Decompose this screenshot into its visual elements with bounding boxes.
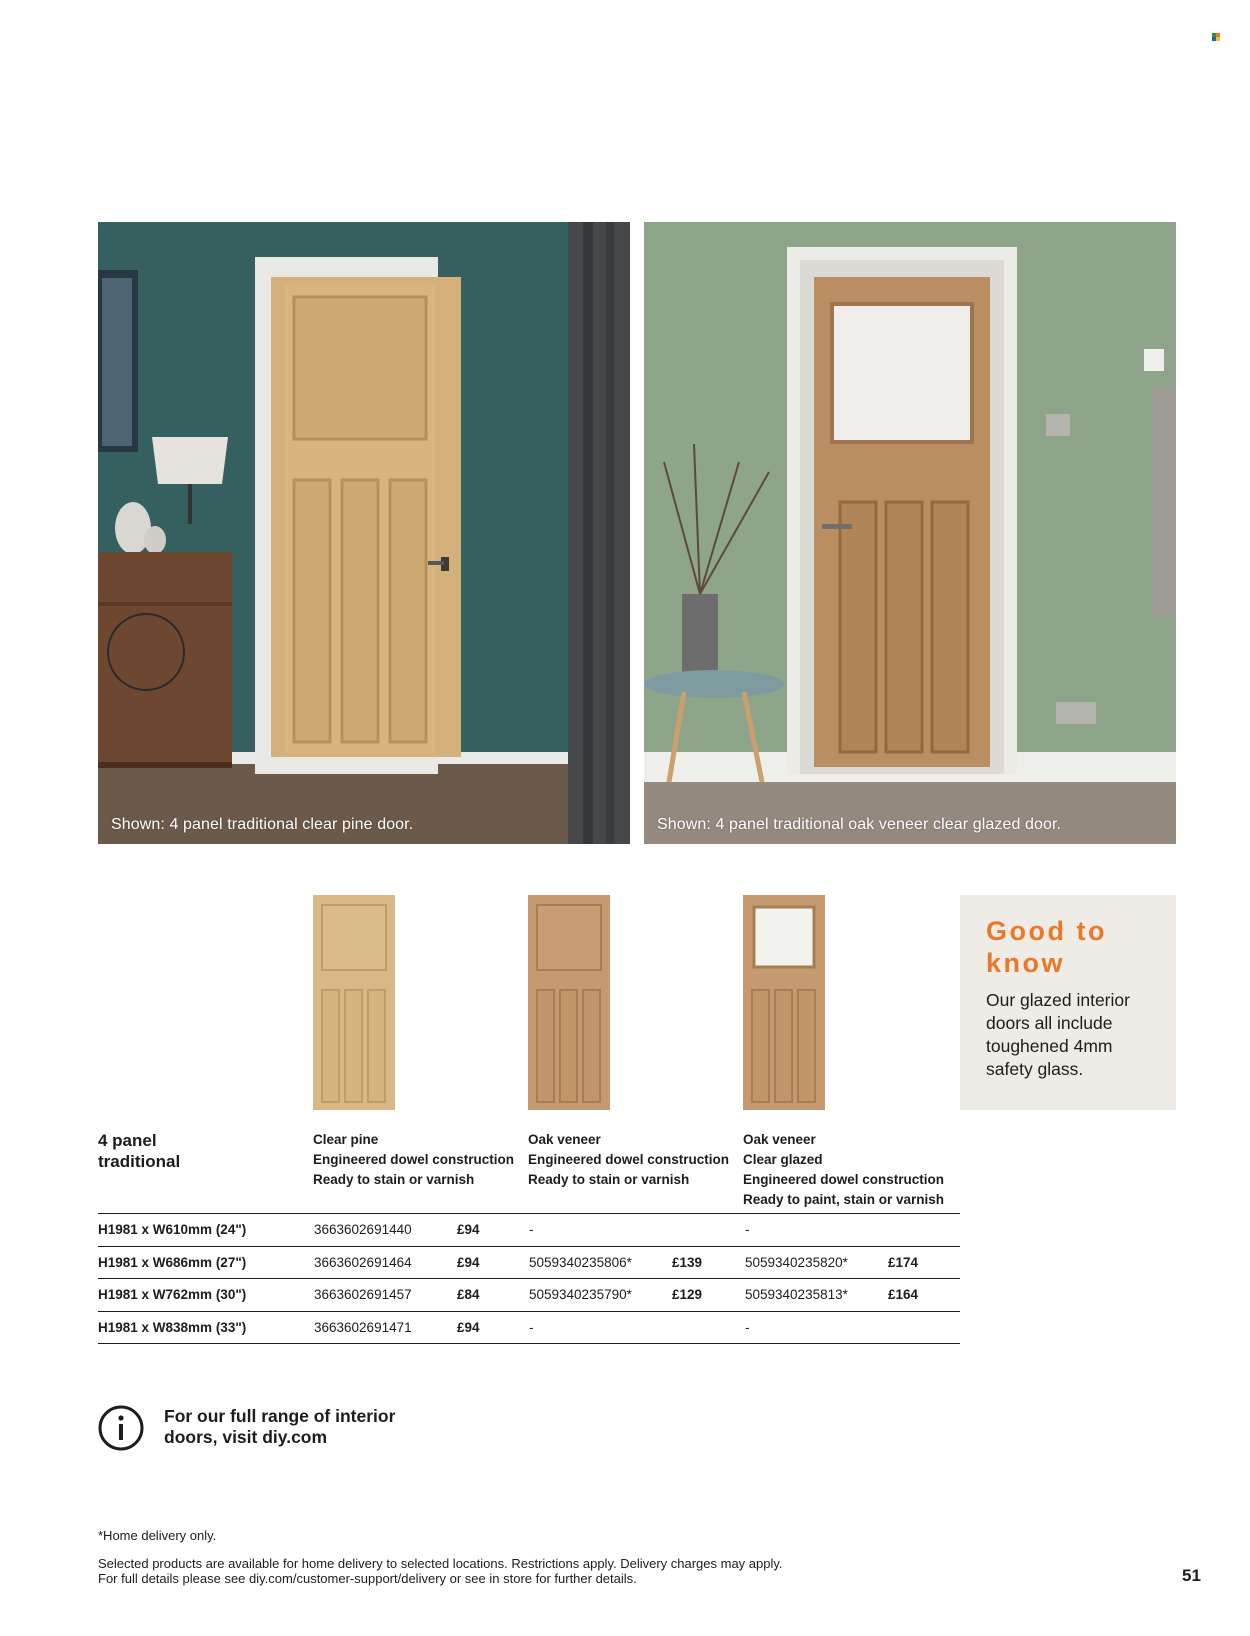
product-code-cell: 5059340235790*	[529, 1287, 632, 1302]
product-code-cell: 5059340235820*	[745, 1254, 848, 1270]
photo-caption: Shown: 4 panel traditional clear pine door.	[111, 816, 414, 833]
oak-glazed-door-room-image	[644, 222, 1176, 844]
range-title: 4 panel traditional	[98, 1131, 181, 1171]
price-table	[98, 1213, 960, 1344]
page-number: 51	[1182, 1566, 1201, 1585]
product-code-cell: -	[529, 1319, 534, 1335]
table-row	[98, 1279, 960, 1312]
price-cell: £129	[672, 1287, 703, 1302]
size-cell: H1981 x W610mm (24")	[98, 1222, 247, 1237]
good-to-know-box	[960, 895, 1176, 1110]
product-code-cell: -	[529, 1222, 534, 1237]
size-cell: H1981 x W686mm (27")	[98, 1254, 247, 1270]
product-code-cell: 3663602691471	[314, 1319, 412, 1335]
product-code-cell: 3663602691457	[314, 1287, 412, 1302]
size-cell: H1981 x W762mm (30")	[98, 1287, 247, 1302]
delivery-note-line2: For full details please see diy.com/customer-support/delivery or see in store for further details.	[98, 1571, 637, 1586]
price-cell: £94	[457, 1319, 480, 1335]
table-row	[98, 1247, 960, 1280]
home-delivery-note: *Home delivery only.	[98, 1528, 217, 1543]
price-cell: £139	[672, 1254, 703, 1270]
full-range-info: For our full range of interior doors, visit diy.com	[164, 1406, 396, 1447]
door-thumbnail-oak-veneer-glazed	[743, 895, 825, 1110]
table-row	[98, 1312, 960, 1345]
photo-pine-door	[98, 222, 630, 844]
photo-oak-glazed-door	[644, 222, 1176, 844]
product-code-cell: -	[745, 1319, 750, 1335]
size-cell: H1981 x W838mm (33")	[98, 1319, 247, 1335]
table-row	[98, 1214, 960, 1247]
good-to-know-body: Our glazed interior doors all include toughened 4mm safety glass.	[986, 990, 1130, 1079]
price-cell: £94	[457, 1222, 480, 1237]
delivery-note-line1: Selected products are available for home delivery to selected locations. Restrictions apply. Delivery charges may apply.	[98, 1556, 783, 1571]
product-code-cell: 5059340235806*	[529, 1254, 632, 1270]
product-code-cell: 3663602691464	[314, 1254, 412, 1270]
brand-mark-icon	[1212, 33, 1220, 41]
price-cell: £174	[888, 1254, 919, 1270]
product-description-oak-veneer-glazed: Oak veneer Clear glazed Engineered dowel construction Ready to paint, stain or varnish	[743, 1132, 945, 1207]
door-thumbnail-clear-pine	[313, 895, 395, 1110]
product-description-oak-veneer: Oak veneer Engineered dowel construction Ready to stain or varnish	[528, 1132, 730, 1187]
price-cell: £84	[457, 1287, 480, 1302]
product-description-clear-pine: Clear pine Engineered dowel construction Ready to stain or varnish	[313, 1132, 515, 1187]
door-thumbnail-oak-veneer	[528, 895, 610, 1110]
good-to-know-title: Good to know	[986, 916, 1107, 978]
product-code-cell: -	[745, 1222, 750, 1237]
photo-caption: Shown: 4 panel traditional oak veneer clear glazed door.	[657, 816, 1062, 833]
pine-door-room-image	[98, 222, 630, 844]
price-cell: £164	[888, 1287, 919, 1302]
product-code-cell: 5059340235813*	[745, 1287, 848, 1302]
product-code-cell: 3663602691440	[314, 1222, 412, 1237]
price-cell: £94	[457, 1254, 480, 1270]
info-icon	[98, 1405, 144, 1451]
